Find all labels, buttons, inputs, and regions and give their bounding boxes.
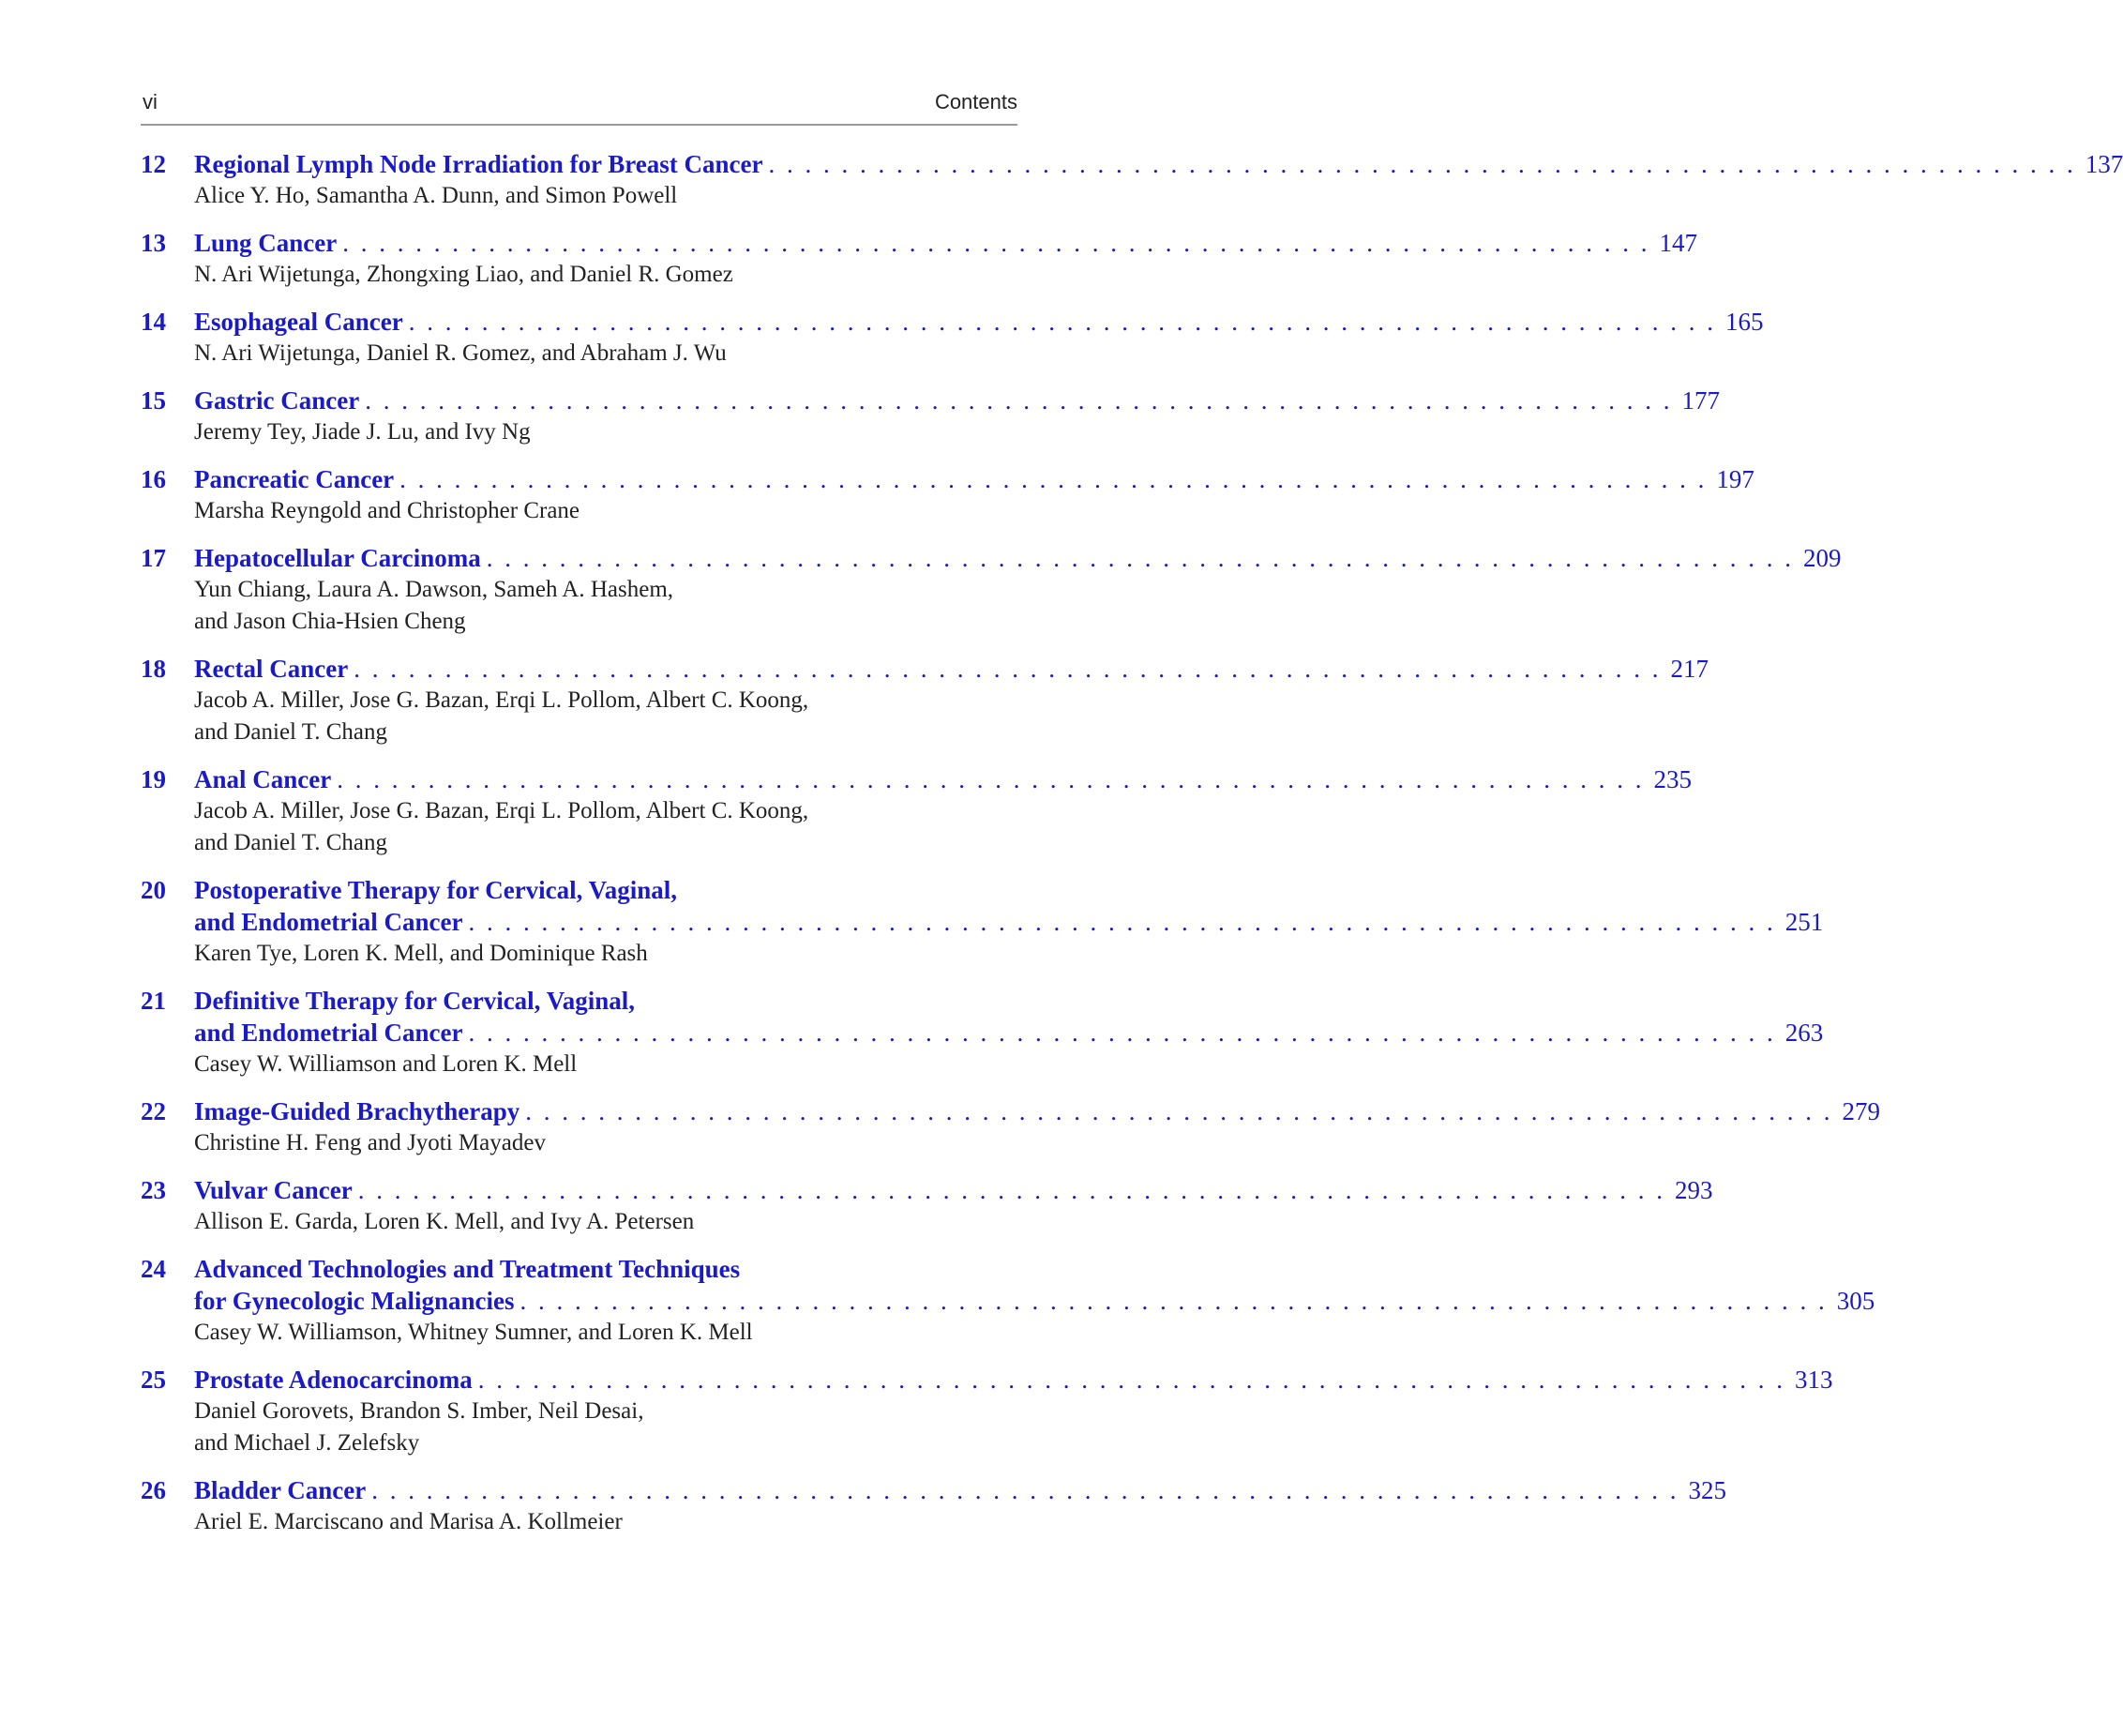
chapter-authors: Karen Tye, Loren K. Mell, and Dominique Rash — [194, 941, 648, 966]
chapter-title-line — [141, 1017, 1824, 1049]
toc-entry[interactable] — [141, 148, 2123, 212]
dot-leader: . . . . . . . . . . . . . . . . . . . . . . . . . . . . . . . . . . . . . . . . . . . . . . . . . . . . . . . . . . . . . . . . . . . . . . . . — [468, 908, 1776, 936]
chapter-page-link[interactable]: 177 — [1681, 386, 1720, 415]
chapter-page-link[interactable]: 197 — [1716, 465, 1754, 493]
chapter-authors: Jacob A. Miller, Jose G. Bazan, Erqi L. Pollom, Albert C. Koong, — [194, 687, 809, 713]
chapter-title-line — [141, 148, 2123, 180]
chapter-title-line — [141, 1285, 1875, 1317]
chapter-title-line — [141, 763, 1692, 795]
dot-leader: . . . . . . . . . . . . . . . . . . . . . . . . . . . . . . . . . . . . . . . . . . . . . . . . . . . . . . . . . . . . . . . . . . . . . . . . — [768, 150, 2076, 178]
chapter-title-link[interactable]: Bladder Cancer — [194, 1476, 367, 1504]
chapter-number: 19 — [141, 765, 166, 793]
dot-leader: . . . . . . . . . . . . . . . . . . . . . . . . . . . . . . . . . . . . . . . . . . . . . . . . . . . . . . . . . . . . . . . . . . . . . . . . — [408, 308, 1716, 336]
chapter-title-link[interactable]: Regional Lymph Node Irradiation for Breast Cancer — [194, 150, 763, 178]
chapter-page-link[interactable]: 293 — [1675, 1176, 1713, 1204]
chapter-number: 23 — [141, 1176, 166, 1204]
dot-leader: . . . . . . . . . . . . . . . . . . . . . . . . . . . . . . . . . . . . . . . . . . . . . . . . . . . . . . . . . . . . . . . . . . . . . . . . — [525, 1097, 1833, 1125]
chapter-authors: and Michael J. Zelefsky — [194, 1430, 420, 1456]
dot-leader: . . . . . . . . . . . . . . . . . . . . . . . . . . . . . . . . . . . . . . . . . . . . . . . . . . . . . . . . . . . . . . . . . . . . . . . . — [371, 1476, 1679, 1504]
dot-leader: . . . . . . . . . . . . . . . . . . . . . . . . . . . . . . . . . . . . . . . . . . . . . . . . . . . . . . . . . . . . . . . . . . . . . . . . — [399, 465, 1708, 493]
dot-leader: . . . . . . . . . . . . . . . . . . . . . . . . . . . . . . . . . . . . . . . . . . . . . . . . . . . . . . . . . . . . . . . . . . . . . . . . — [519, 1287, 1828, 1315]
section-title: Contents — [934, 90, 1017, 113]
chapter-number: 18 — [141, 655, 166, 683]
chapter-title-link[interactable]: Vulvar Cancer — [194, 1176, 353, 1204]
toc-entry[interactable] — [141, 763, 1692, 859]
chapter-title-line — [141, 906, 1824, 938]
chapter-title-line — [141, 542, 1842, 574]
chapter-authors: N. Ari Wijetunga, Zhongxing Liao, and Daniel R. Gomez — [194, 262, 733, 287]
chapter-page-link[interactable]: 235 — [1653, 765, 1692, 793]
toc-entry[interactable] — [141, 385, 1720, 448]
chapter-number: 21 — [141, 987, 166, 1015]
chapter-number: 12 — [141, 150, 166, 178]
chapter-page-link[interactable]: 325 — [1688, 1476, 1726, 1504]
table-of-contents — [141, 148, 2123, 1553]
chapter-authors: and Jason Chia-Hsien Cheng — [194, 609, 466, 634]
chapter-title-link[interactable]: Rectal Cancer — [194, 655, 349, 683]
chapter-title-link[interactable]: Image-Guided Brachytherapy — [194, 1097, 520, 1125]
toc-entry[interactable] — [141, 653, 1709, 748]
chapter-page-link[interactable]: 147 — [1659, 229, 1698, 257]
chapter-authors: Jacob A. Miller, Jose G. Bazan, Erqi L. Pollom, Albert C. Koong, — [194, 798, 809, 823]
dot-leader: . . . . . . . . . . . . . . . . . . . . . . . . . . . . . . . . . . . . . . . . . . . . . . . . . . . . . . . . . . . . . . . . . . . . . . . . — [337, 765, 1645, 793]
chapter-authors: and Daniel T. Chang — [194, 719, 387, 745]
running-header — [141, 90, 1017, 126]
chapter-authors: Alice Y. Ho, Samantha A. Dunn, and Simon Powell — [194, 183, 678, 208]
chapter-title-link[interactable]: and Endometrial Cancer — [194, 908, 463, 936]
chapter-title-line — [141, 227, 1698, 259]
dot-leader: . . . . . . . . . . . . . . . . . . . . . . . . . . . . . . . . . . . . . . . . . . . . . . . . . . . . . . . . . . . . . . . . . . . . . . . . — [486, 544, 1794, 572]
chapter-title-link[interactable]: Hepatocellular Carcinoma — [194, 544, 481, 572]
chapter-page-link[interactable]: 279 — [1842, 1097, 1880, 1125]
chapter-number: 13 — [141, 229, 166, 257]
dot-leader: . . . . . . . . . . . . . . . . . . . . . . . . . . . . . . . . . . . . . . . . . . . . . . . . . . . . . . . . . . . . . . . . . . . . . . . . — [354, 655, 1662, 683]
dot-leader: . . . . . . . . . . . . . . . . . . . . . . . . . . . . . . . . . . . . . . . . . . . . . . . . . . . . . . . . . . . . . . . . . . . . . . . . — [468, 1019, 1776, 1047]
chapter-number: 16 — [141, 465, 166, 493]
chapter-number: 25 — [141, 1366, 166, 1394]
chapter-authors: and Daniel T. Chang — [194, 830, 387, 855]
chapter-authors: Marsha Reyngold and Christopher Crane — [194, 498, 580, 523]
chapter-authors: Christine H. Feng and Jyoti Mayadev — [194, 1130, 546, 1155]
chapter-authors: Jeremy Tey, Jiade J. Lu, and Ivy Ng — [194, 419, 531, 445]
chapter-page-link[interactable]: 305 — [1836, 1287, 1875, 1315]
chapter-title-link[interactable]: Pancreatic Cancer — [194, 465, 395, 493]
chapter-authors: Casey W. Williamson and Loren K. Mell — [194, 1051, 578, 1077]
dot-leader: . . . . . . . . . . . . . . . . . . . . . . . . . . . . . . . . . . . . . . . . . . . . . . . . . . . . . . . . . . . . . . . . . . . . . . . . — [342, 229, 1650, 257]
chapter-title-line — [141, 985, 1017, 1017]
chapter-page-link[interactable]: 209 — [1802, 544, 1842, 572]
chapter-page-link[interactable]: 217 — [1670, 655, 1709, 683]
toc-entry[interactable] — [141, 1095, 1880, 1159]
toc-entry[interactable] — [141, 1253, 1875, 1349]
chapter-title-link[interactable]: Gastric Cancer — [194, 386, 360, 415]
chapter-title-link[interactable]: Postoperative Therapy for Cervical, Vaginal, — [194, 876, 677, 904]
chapter-page-link[interactable]: 313 — [1794, 1366, 1833, 1394]
chapter-authors: Allison E. Garda, Loren K. Mell, and Ivy A. Petersen — [194, 1209, 695, 1234]
toc-entry[interactable] — [141, 874, 1824, 970]
chapter-title-line — [141, 1253, 1017, 1285]
chapter-title-link[interactable]: Advanced Technologies and Treatment Techniques — [194, 1255, 741, 1283]
chapter-title-line — [141, 385, 1720, 416]
chapter-authors: N. Ari Wijetunga, Daniel R. Gomez, and Abraham J. Wu — [194, 340, 727, 366]
chapter-title-line — [141, 653, 1709, 685]
dot-leader: . . . . . . . . . . . . . . . . . . . . . . . . . . . . . . . . . . . . . . . . . . . . . . . . . . . . . . . . . . . . . . . . . . . . . . . . — [365, 386, 1673, 415]
chapter-title-line — [141, 463, 1754, 495]
chapter-number: 20 — [141, 876, 166, 904]
chapter-number: 26 — [141, 1476, 166, 1504]
chapter-title-link[interactable]: Prostate Adenocarcinoma — [194, 1366, 473, 1394]
chapter-title-line — [141, 306, 1764, 338]
chapter-authors: Casey W. Williamson, Whitney Sumner, and Loren K. Mell — [194, 1320, 753, 1345]
chapter-page-link[interactable]: 137 — [2085, 150, 2123, 178]
toc-entry[interactable] — [141, 227, 1698, 291]
toc-entry[interactable] — [141, 306, 1764, 370]
dot-leader: . . . . . . . . . . . . . . . . . . . . . . . . . . . . . . . . . . . . . . . . . . . . . . . . . . . . . . . . . . . . . . . . . . . . . . . . — [357, 1176, 1665, 1204]
chapter-title-link[interactable]: and Endometrial Cancer — [194, 1019, 463, 1047]
toc-entry[interactable] — [141, 985, 1824, 1080]
chapter-authors: Daniel Gorovets, Brandon S. Imber, Neil Desai, — [194, 1398, 644, 1424]
chapter-title-line — [141, 1364, 1833, 1396]
chapter-title-line — [141, 1474, 1726, 1506]
chapter-page-link[interactable]: 165 — [1725, 308, 1764, 336]
toc-entry[interactable] — [141, 542, 1842, 638]
chapter-title-link[interactable]: Definitive Therapy for Cervical, Vaginal, — [194, 987, 635, 1015]
toc-entry[interactable] — [141, 1364, 1833, 1459]
page-number: vi — [143, 90, 158, 113]
chapter-title-link[interactable]: Lung Cancer — [194, 229, 338, 257]
chapter-title-line — [141, 874, 1017, 906]
chapter-title-line — [141, 1095, 1880, 1127]
toc-entry[interactable] — [141, 1174, 1713, 1238]
chapter-title-link[interactable]: for Gynecologic Malignancies — [194, 1287, 515, 1315]
chapter-authors: Yun Chiang, Laura A. Dawson, Sameh A. Hashem, — [194, 577, 674, 602]
chapter-number: 22 — [141, 1097, 166, 1125]
chapter-title-link[interactable]: Anal Cancer — [194, 765, 332, 793]
toc-entry[interactable] — [141, 463, 1754, 527]
chapter-number: 14 — [141, 308, 166, 336]
chapter-number: 24 — [141, 1255, 166, 1283]
chapter-page-link[interactable]: 251 — [1784, 908, 1824, 936]
toc-entry[interactable] — [141, 1474, 1726, 1538]
chapter-title-link[interactable]: Esophageal Cancer — [194, 308, 403, 336]
chapter-authors: Ariel E. Marciscano and Marisa A. Kollmeier — [194, 1509, 623, 1534]
chapter-number: 15 — [141, 386, 166, 415]
dot-leader: . . . . . . . . . . . . . . . . . . . . . . . . . . . . . . . . . . . . . . . . . . . . . . . . . . . . . . . . . . . . . . . . . . . . . . . . — [477, 1366, 1785, 1394]
chapter-title-line — [141, 1174, 1713, 1206]
chapter-number: 17 — [141, 544, 166, 572]
chapter-page-link[interactable]: 263 — [1784, 1019, 1824, 1047]
